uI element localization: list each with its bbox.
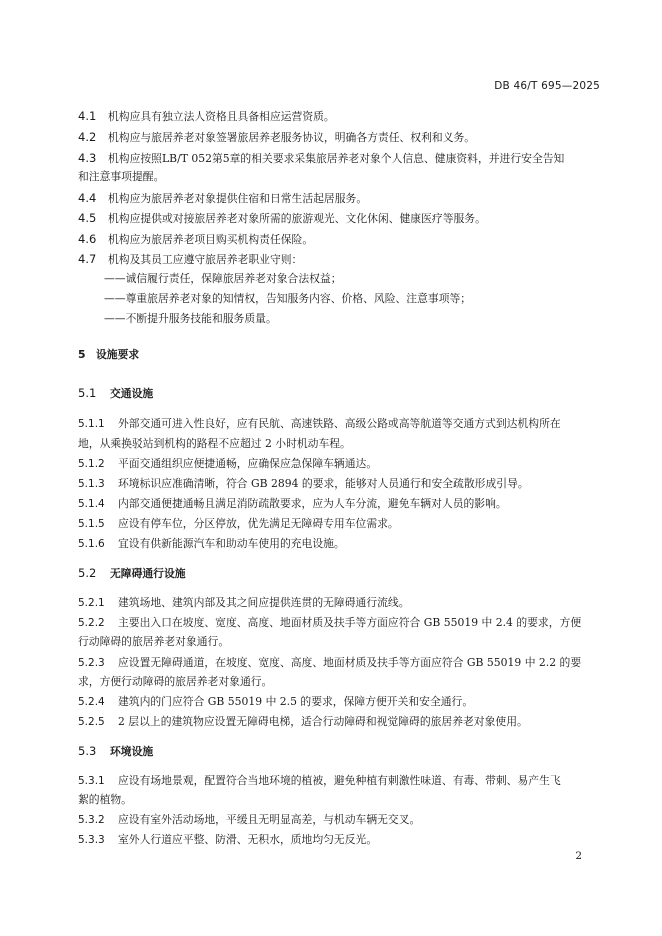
clause-text: 机构应按照LB/T 052第5章的相关要求采集旅居养老对象个人信息、健康资料，并进行安全告知	[108, 152, 565, 165]
clause-number: 5.3.1	[78, 775, 105, 787]
clause-text: 应设有场地景观，配置符合当地环境的植被，避免种植有刺激性味道、有毒、带刺、易产生飞	[118, 774, 561, 787]
subsection-5-3-heading	[78, 743, 600, 760]
clause-4-3	[78, 150, 600, 167]
clause-number: 4.1	[78, 109, 97, 123]
clause-text: 2 层以上的建筑物应设置无障碍电梯，适合行动障碍和视觉障碍的旅居养老对象使用。	[118, 715, 528, 728]
clause-text: 主要出入口在坡度、宽度、高度、地面材质及扶手等方面应符合 GB 55019 中 2.4 的要求，方便	[118, 616, 582, 629]
clause-5-1-5	[78, 516, 600, 532]
clause-5-2-4	[78, 694, 600, 710]
clause-number: 5.1.3	[78, 478, 105, 490]
clause-4-2	[78, 129, 600, 146]
section-number: 5	[78, 348, 86, 361]
clause-text: 机构应与旅居养老对象签署旅居养老服务协议，明确各方责任、权利和义务。	[108, 131, 476, 144]
dash-item: ——尊重旅居养老对象的知情权，告知服务内容、价格、风险、注意事项等；	[104, 292, 472, 305]
clause-number: 4.4	[78, 191, 97, 205]
subsection-number: 5.2	[78, 566, 97, 580]
clause-text: 机构及其员工应遵守旅居养老职业守则：	[108, 253, 303, 266]
clause-4-4	[78, 190, 600, 207]
clause-number: 4.5	[78, 211, 97, 225]
clause-number: 5.1.2	[78, 458, 105, 470]
clause-4-3-continued: 和注意事项提醒。	[78, 170, 165, 183]
clause-number: 5.1.6	[78, 538, 105, 550]
clause-text: 内部交通便捷通畅且满足消防疏散要求，应为人车分流，避免车辆对人员的影响。	[118, 497, 507, 510]
clause-5-3-1	[78, 773, 600, 789]
clause-number: 5.3.3	[78, 834, 105, 846]
clause-number: 5.1.1	[78, 418, 105, 430]
clause-text: 机构应为旅居养老对象提供住宿和日常生活起居服务。	[108, 192, 368, 205]
subsection-number: 5.1	[78, 386, 97, 400]
clause-5-2-1	[78, 595, 600, 611]
clause-text: 应设置无障碍通道，在坡度、宽度、高度、地面材质及扶手等方面应符合 GB 55019 中 2.2 的要	[118, 656, 582, 669]
clause-number: 5.3.2	[78, 814, 105, 826]
clause-text: 机构应具有独立法人资格且具备相应运营资质。	[108, 110, 335, 123]
subsection-title: 交通设施	[110, 387, 154, 400]
clause-number: 5.2.1	[78, 597, 105, 609]
clause-4-5	[78, 210, 600, 227]
clause-text: 应设有室外活动场地，平缓且无明显高差，与机动车辆无交叉。	[118, 813, 421, 826]
section-title: 设施要求	[96, 348, 140, 361]
clause-text: 机构应为旅居养老项目购买机构责任保险。	[108, 233, 314, 246]
clause-5-1-2	[78, 456, 600, 472]
clause-5-3-3	[78, 832, 600, 848]
clause-5-3-2	[78, 812, 600, 828]
clause-number: 5.2.3	[78, 657, 105, 669]
clause-number: 4.3	[78, 151, 97, 165]
clause-number: 4.7	[78, 252, 97, 266]
clause-5-2-3-continued: 求，方便行动障碍的旅居养老对象通行。	[78, 675, 273, 688]
subsection-5-1-heading	[78, 385, 600, 402]
clause-number: 4.2	[78, 130, 97, 144]
dash-item: ——不断提升服务技能和服务质量。	[104, 312, 277, 325]
clause-number: 5.2.4	[78, 696, 105, 708]
clause-4-7	[78, 251, 600, 268]
clause-number: 5.2.5	[78, 716, 105, 728]
clause-5-1-1-continued: 地，从乘换驳站到机构的路程不应超过 2 小时机动车程。	[78, 437, 351, 450]
subsection-5-2-heading	[78, 565, 600, 582]
clause-text: 应设有停车位，分区停放，优先满足无障碍专用车位需求。	[118, 517, 399, 530]
clause-text: 机构应提供或对接旅居养老对象所需的旅游观光、文化休闲、健康医疗等服务。	[108, 212, 486, 225]
clause-text: 宜设有供新能源汽车和助动车使用的充电设施。	[118, 537, 345, 550]
clause-text: 平面交通组织应便捷通畅，应确保应急保障车辆通达。	[118, 457, 378, 470]
clause-5-2-2	[78, 615, 600, 631]
standard-code: DB 46/T 695—2025	[494, 80, 600, 92]
clause-4-6	[78, 231, 600, 248]
dash-item: ——诚信履行责任，保障旅居养老对象合法权益；	[104, 272, 342, 285]
clause-5-3-1-continued: 絮的植物。	[78, 793, 132, 806]
clause-text: 外部交通可进入性良好，应有民航、高速铁路、高级公路或高等航道等交通方式到达机构所在	[118, 417, 561, 430]
clause-number: 5.2.2	[78, 617, 105, 629]
subsection-title: 环境设施	[110, 745, 154, 758]
clause-text: 建筑内的门应符合 GB 55019 中 2.5 的要求，保障方便开关和安全通行。	[118, 695, 474, 708]
clause-text: 环境标识应准确清晰，符合 GB 2894 的要求，能够对人员通行和安全疏散形成引导。	[118, 477, 529, 490]
clause-5-1-6	[78, 536, 600, 552]
clause-text: 建筑场地、建筑内部及其之间应提供连贯的无障碍通行流线。	[118, 596, 410, 609]
clause-number: 5.1.5	[78, 518, 105, 530]
clause-number: 4.6	[78, 232, 97, 246]
clause-text: 室外人行道应平整、防滑、无积水，质地均匀无反光。	[118, 833, 378, 846]
clause-4-1	[78, 108, 600, 125]
clause-5-1-3	[78, 476, 600, 492]
clause-5-1-1	[78, 416, 600, 432]
clause-5-2-3	[78, 655, 600, 671]
clause-5-1-4	[78, 496, 600, 512]
clause-5-2-5	[78, 714, 600, 730]
subsection-number: 5.3	[78, 744, 97, 758]
clause-5-2-2-continued: 行动障碍的旅居养老对象通行。	[78, 635, 230, 648]
subsection-title: 无障碍通行设施	[110, 567, 186, 580]
section-5-heading	[78, 347, 600, 363]
page-number: 2	[575, 850, 582, 862]
clause-number: 5.1.4	[78, 498, 105, 510]
